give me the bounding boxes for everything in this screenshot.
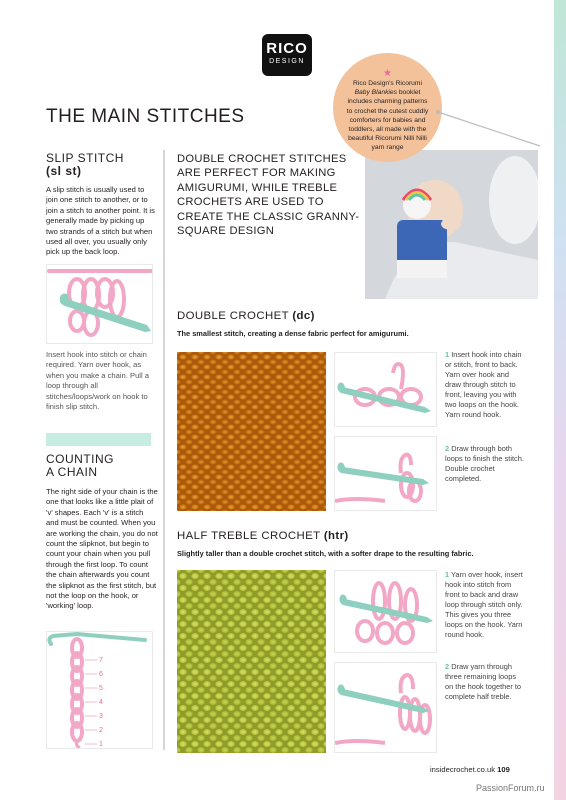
page-edge-gradient [554,0,566,800]
rico-design-logo [262,34,312,76]
dc-step1-illustration [334,352,437,427]
htr-step2-text [445,662,525,702]
dc-step2-illustration [334,436,437,511]
promo-text-italic: Baby Blankies [354,89,397,97]
slip-stitch-body: A slip stitch is usually used to join one stitch to another, or to join a stitch to another point. It is generally made by picking up two strands of a stitch but when used all over, you usually only pick up the back loop. [46,185,155,257]
htr-step1-number: 1 [445,570,450,579]
htr-subtitle: Slightly taller than a double crochet stitch, with a softer drape to the resulting fabric. [177,549,474,558]
dc-subtitle: The smallest stitch, creating a dense fabric perfect for amigurumi. [177,329,409,338]
chain-count-4: 4 [99,699,103,706]
chain-count-7: 7 [99,657,103,664]
logo-text-rico: RICO [266,40,308,57]
mint-divider-bar [46,433,151,446]
slip-stitch-abbr: (sl st) [46,164,82,178]
htr-step2-illustration [334,662,437,753]
htr-heading [177,530,349,542]
slip-stitch-diagram [47,265,153,344]
chain-count-3: 3 [99,713,103,720]
chain-count-labels [99,654,103,749]
column-divider [163,150,165,750]
htr-step1-text [445,570,525,640]
slip-stitch-caption: Insert hook into stitch or chain required. Yarn over hook, as when you make a chain. Pull a loop through all stitches/loops/work on hook to finish slip stitch. [46,350,149,412]
htr-step2-diagram [335,663,437,753]
htr-title: HALF TREBLE CROCHET [177,530,321,542]
baby-photo [365,150,538,299]
page-title: THE MAIN STITCHES [46,106,245,127]
dc-step1-text [445,350,525,420]
chain-illustration [46,631,153,749]
chain-count-1: 1 [99,741,103,748]
page-footer [430,765,510,774]
htr-step2-number: 2 [445,662,450,671]
slip-stitch-title: SLIP STITCH [46,151,124,165]
dc-step2-number: 2 [445,444,450,453]
baby-with-comforter-image [365,150,538,299]
dc-swatch-photo [177,352,326,511]
dc-heading [177,310,315,322]
htr-swatch-photo [177,570,326,753]
dc-abbr: (dc) [292,310,315,322]
slip-stitch-illustration [46,264,153,344]
htr-step1-diagram [335,571,437,653]
dc-step2-text [445,444,525,484]
dc-step2-body: Draw through both loops to finish the stitch. Double crochet completed. [445,444,524,483]
logo-text-design: DESIGN [269,58,305,65]
watermark: PassionForum.ru [476,783,545,793]
promo-circle [333,53,442,162]
dc-step2-diagram [335,437,437,511]
dc-title: DOUBLE CROCHET [177,310,289,322]
dc-step1-body: Insert hook into chain or stitch, front to back. Yarn over hook and draw through stitch to front, leaving you with two loops on the hook. Yarn round hook. [445,350,522,419]
counting-chain-title-line2: A CHAIN [46,465,98,479]
promo-text-post: booklet includes charming patterns to crochet the cutest cuddly comforters for babies and toddlers, all made with the beautiful Ricorumi Nilli Nilli yarn range [346,89,429,152]
slip-stitch-heading [46,152,156,178]
promo-text [345,79,430,153]
counting-chain-title-line1: COUNTING [46,452,114,466]
htr-abbr: (htr) [323,530,349,542]
counting-chain-heading [46,453,156,479]
chain-count-6: 6 [99,671,103,678]
footer-page-number: 109 [497,765,510,774]
htr-step2-body: Draw yarn through three remaining loops on the hook together to complete half treble. [445,662,522,701]
htr-step1-body: Yarn over hook, insert hook into stitch from front to back and draw loop through stitch only. This gives you three loops on the hook. Yarn round hook. [445,570,523,639]
chain-count-2: 2 [99,727,103,734]
star-icon: ★ [383,68,392,79]
htr-step1-illustration [334,570,437,653]
dc-step1-number: 1 [445,350,450,359]
promo-text-pre: Rico Design's Ricorumi [353,80,422,87]
pull-quote-headline: DOUBLE CROCHET STITCHES ARE PERFECT FOR MAKING AMIGURUMI, WHILE TREBLE CROCHETS ARE USED TO CREATE THE CLASSIC GRANNY-SQUARE DESIGN [177,153,360,238]
dc-step1-diagram [335,353,437,427]
chain-count-5: 5 [99,685,103,692]
footer-site: insidecrochet.co.uk [430,765,496,774]
counting-chain-body: The right side of your chain is the one that looks like a little plait of 'v' shapes. Each 'v' is a stitch and must be counted. When you are working the chain, you do not count the slipknot, but begin to count your chain when you pull through the first loop. To count the chain afterwards you count the slipknot as the first stitch, but not the loop on the hook, or 'working' loop. [46,487,158,611]
needle-icon [436,110,546,150]
